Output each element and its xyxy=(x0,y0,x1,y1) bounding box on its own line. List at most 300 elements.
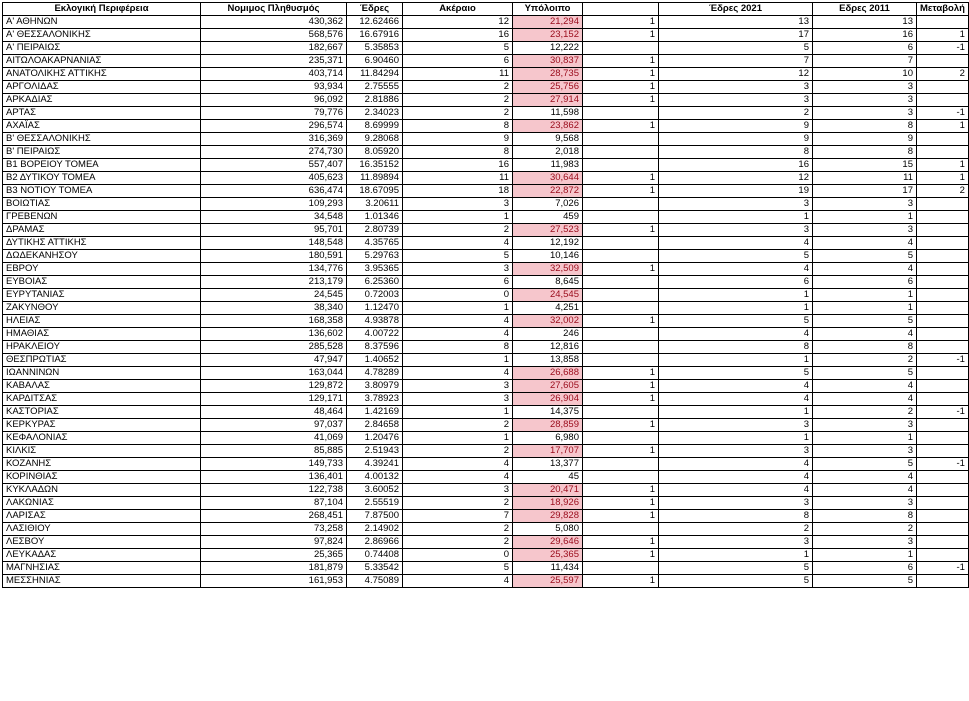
seats-cell[interactable]: 3.95365 xyxy=(347,263,403,276)
remainder-cell[interactable]: 11,598 xyxy=(513,107,583,120)
extra-seat-cell[interactable]: 1 xyxy=(583,575,659,588)
population-cell[interactable]: 41,069 xyxy=(201,432,347,445)
seats-2011-cell[interactable]: 16 xyxy=(813,29,917,42)
seats-2011-cell[interactable]: 1 xyxy=(813,211,917,224)
integer-cell[interactable]: 8 xyxy=(403,341,513,354)
seats-cell[interactable]: 0.74408 xyxy=(347,549,403,562)
population-cell[interactable]: 25,365 xyxy=(201,549,347,562)
extra-seat-cell[interactable]: 1 xyxy=(583,263,659,276)
region-cell[interactable]: ΑΡΓΟΛΙΔΑΣ xyxy=(3,81,201,94)
integer-cell[interactable]: 18 xyxy=(403,185,513,198)
seats-2011-cell[interactable]: 6 xyxy=(813,42,917,55)
seats-2011-cell[interactable]: 10 xyxy=(813,68,917,81)
seats-cell[interactable]: 16.35152 xyxy=(347,159,403,172)
seats-2021-cell[interactable]: 1 xyxy=(659,302,813,315)
header-remainder[interactable]: Υπόλοιπο xyxy=(513,3,583,16)
change-cell[interactable] xyxy=(917,497,969,510)
population-cell[interactable]: 122,738 xyxy=(201,484,347,497)
extra-seat-cell[interactable] xyxy=(583,250,659,263)
integer-cell[interactable]: 2 xyxy=(403,107,513,120)
extra-seat-cell[interactable]: 1 xyxy=(583,510,659,523)
change-cell[interactable]: 2 xyxy=(917,68,969,81)
population-cell[interactable]: 213,179 xyxy=(201,276,347,289)
seats-2011-cell[interactable]: 6 xyxy=(813,276,917,289)
population-cell[interactable]: 180,591 xyxy=(201,250,347,263)
integer-cell[interactable]: 3 xyxy=(403,263,513,276)
integer-cell[interactable]: 2 xyxy=(403,523,513,536)
integer-cell[interactable]: 8 xyxy=(403,120,513,133)
integer-cell[interactable]: 2 xyxy=(403,445,513,458)
population-cell[interactable]: 38,340 xyxy=(201,302,347,315)
seats-cell[interactable]: 11.84294 xyxy=(347,68,403,81)
population-cell[interactable]: 430,362 xyxy=(201,16,347,29)
population-cell[interactable]: 403,714 xyxy=(201,68,347,81)
change-cell[interactable] xyxy=(917,315,969,328)
extra-seat-cell[interactable]: 1 xyxy=(583,380,659,393)
region-cell[interactable]: ΛΑΚΩΝΙΑΣ xyxy=(3,497,201,510)
remainder-cell[interactable]: 25,756 xyxy=(513,81,583,94)
population-cell[interactable]: 568,576 xyxy=(201,29,347,42)
seats-2011-cell[interactable]: 2 xyxy=(813,523,917,536)
population-cell[interactable]: 85,885 xyxy=(201,445,347,458)
seats-2021-cell[interactable]: 4 xyxy=(659,328,813,341)
change-cell[interactable] xyxy=(917,328,969,341)
seats-2021-cell[interactable]: 1 xyxy=(659,289,813,302)
remainder-cell[interactable]: 13,858 xyxy=(513,354,583,367)
seats-2011-cell[interactable]: 4 xyxy=(813,380,917,393)
change-cell[interactable] xyxy=(917,549,969,562)
remainder-cell[interactable]: 11,983 xyxy=(513,159,583,172)
integer-cell[interactable]: 2 xyxy=(403,81,513,94)
seats-2021-cell[interactable]: 5 xyxy=(659,367,813,380)
extra-seat-cell[interactable] xyxy=(583,523,659,536)
remainder-cell[interactable]: 21,294 xyxy=(513,16,583,29)
extra-seat-cell[interactable]: 1 xyxy=(583,94,659,107)
region-cell[interactable]: ΘΕΣΠΡΩΤΙΑΣ xyxy=(3,354,201,367)
integer-cell[interactable]: 2 xyxy=(403,419,513,432)
seats-cell[interactable]: 4.39241 xyxy=(347,458,403,471)
seats-2021-cell[interactable]: 13 xyxy=(659,16,813,29)
header-seats-2011[interactable]: Εδρες 2011 xyxy=(813,3,917,16)
remainder-cell[interactable]: 8,645 xyxy=(513,276,583,289)
seats-2021-cell[interactable]: 5 xyxy=(659,250,813,263)
change-cell[interactable]: 1 xyxy=(917,120,969,133)
seats-cell[interactable]: 8.69999 xyxy=(347,120,403,133)
region-cell[interactable]: ΚΕΦΑΛΟΝΙΑΣ xyxy=(3,432,201,445)
seats-2021-cell[interactable]: 2 xyxy=(659,523,813,536)
region-cell[interactable]: ΙΩΑΝΝΙΝΩΝ xyxy=(3,367,201,380)
change-cell[interactable] xyxy=(917,419,969,432)
extra-seat-cell[interactable]: 1 xyxy=(583,120,659,133)
seats-2021-cell[interactable]: 1 xyxy=(659,549,813,562)
extra-seat-cell[interactable]: 1 xyxy=(583,81,659,94)
change-cell[interactable] xyxy=(917,250,969,263)
header-seats[interactable]: Έδρες xyxy=(347,3,403,16)
seats-2011-cell[interactable]: 5 xyxy=(813,458,917,471)
seats-cell[interactable]: 16.67916 xyxy=(347,29,403,42)
seats-2021-cell[interactable]: 8 xyxy=(659,341,813,354)
remainder-cell[interactable]: 27,914 xyxy=(513,94,583,107)
extra-seat-cell[interactable]: 1 xyxy=(583,419,659,432)
header-seats-2021[interactable]: Έδρες 2021 xyxy=(659,3,813,16)
remainder-cell[interactable]: 32,509 xyxy=(513,263,583,276)
seats-2021-cell[interactable]: 9 xyxy=(659,133,813,146)
seats-2021-cell[interactable]: 5 xyxy=(659,42,813,55)
seats-2011-cell[interactable]: 4 xyxy=(813,484,917,497)
population-cell[interactable]: 235,371 xyxy=(201,55,347,68)
region-cell[interactable]: ΛΑΡΙΣΑΣ xyxy=(3,510,201,523)
remainder-cell[interactable]: 30,837 xyxy=(513,55,583,68)
seats-2021-cell[interactable]: 8 xyxy=(659,146,813,159)
region-cell[interactable]: ΑΙΤΩΛΟΑΚΑΡΝΑΝΙΑΣ xyxy=(3,55,201,68)
remainder-cell[interactable]: 20,471 xyxy=(513,484,583,497)
extra-seat-cell[interactable]: 1 xyxy=(583,536,659,549)
region-cell[interactable]: ΗΜΑΘΙΑΣ xyxy=(3,328,201,341)
change-cell[interactable] xyxy=(917,393,969,406)
remainder-cell[interactable]: 2,018 xyxy=(513,146,583,159)
remainder-cell[interactable]: 27,523 xyxy=(513,224,583,237)
seats-2011-cell[interactable]: 13 xyxy=(813,16,917,29)
extra-seat-cell[interactable]: 1 xyxy=(583,16,659,29)
change-cell[interactable]: 1 xyxy=(917,159,969,172)
population-cell[interactable]: 96,092 xyxy=(201,94,347,107)
population-cell[interactable]: 285,528 xyxy=(201,341,347,354)
population-cell[interactable]: 129,171 xyxy=(201,393,347,406)
change-cell[interactable] xyxy=(917,55,969,68)
seats-cell[interactable]: 2.84658 xyxy=(347,419,403,432)
seats-cell[interactable]: 1.40652 xyxy=(347,354,403,367)
region-cell[interactable]: ΔΡΑΜΑΣ xyxy=(3,224,201,237)
integer-cell[interactable]: 0 xyxy=(403,549,513,562)
change-cell[interactable] xyxy=(917,289,969,302)
seats-2011-cell[interactable]: 5 xyxy=(813,575,917,588)
region-cell[interactable]: ΔΩΔΕΚΑΝΗΣΟΥ xyxy=(3,250,201,263)
change-cell[interactable]: 2 xyxy=(917,185,969,198)
seats-2021-cell[interactable]: 1 xyxy=(659,432,813,445)
seats-cell[interactable]: 1.42169 xyxy=(347,406,403,419)
seats-2011-cell[interactable]: 15 xyxy=(813,159,917,172)
region-cell[interactable]: ΜΑΓΝΗΣΙΑΣ xyxy=(3,562,201,575)
region-cell[interactable]: ΛΑΣΙΘΙΟΥ xyxy=(3,523,201,536)
integer-cell[interactable]: 16 xyxy=(403,29,513,42)
region-cell[interactable]: Β2 ΔΥΤΙΚΟΥ ΤΟΜΕΑ xyxy=(3,172,201,185)
population-cell[interactable]: 163,044 xyxy=(201,367,347,380)
seats-2011-cell[interactable]: 8 xyxy=(813,120,917,133)
extra-seat-cell[interactable] xyxy=(583,432,659,445)
extra-seat-cell[interactable]: 1 xyxy=(583,68,659,81)
extra-seat-cell[interactable]: 1 xyxy=(583,315,659,328)
change-cell[interactable] xyxy=(917,263,969,276)
population-cell[interactable]: 182,667 xyxy=(201,42,347,55)
seats-2011-cell[interactable]: 3 xyxy=(813,536,917,549)
header-extra-seat[interactable] xyxy=(583,3,659,16)
population-cell[interactable]: 296,574 xyxy=(201,120,347,133)
change-cell[interactable] xyxy=(917,146,969,159)
seats-cell[interactable]: 6.90460 xyxy=(347,55,403,68)
seats-2021-cell[interactable]: 3 xyxy=(659,224,813,237)
remainder-cell[interactable]: 25,365 xyxy=(513,549,583,562)
remainder-cell[interactable]: 28,859 xyxy=(513,419,583,432)
integer-cell[interactable]: 3 xyxy=(403,198,513,211)
remainder-cell[interactable]: 12,192 xyxy=(513,237,583,250)
seats-cell[interactable]: 8.05920 xyxy=(347,146,403,159)
seats-2021-cell[interactable]: 4 xyxy=(659,471,813,484)
remainder-cell[interactable]: 17,707 xyxy=(513,445,583,458)
extra-seat-cell[interactable]: 1 xyxy=(583,367,659,380)
extra-seat-cell[interactable] xyxy=(583,107,659,120)
integer-cell[interactable]: 1 xyxy=(403,354,513,367)
change-cell[interactable] xyxy=(917,133,969,146)
seats-cell[interactable]: 12.62466 xyxy=(347,16,403,29)
region-cell[interactable]: ΕΥΒΟΙΑΣ xyxy=(3,276,201,289)
change-cell[interactable] xyxy=(917,302,969,315)
population-cell[interactable]: 149,733 xyxy=(201,458,347,471)
seats-cell[interactable]: 3.80979 xyxy=(347,380,403,393)
seats-2021-cell[interactable]: 1 xyxy=(659,354,813,367)
population-cell[interactable]: 181,879 xyxy=(201,562,347,575)
population-cell[interactable]: 47,947 xyxy=(201,354,347,367)
seats-2021-cell[interactable]: 1 xyxy=(659,211,813,224)
remainder-cell[interactable]: 32,002 xyxy=(513,315,583,328)
seats-2011-cell[interactable]: 5 xyxy=(813,315,917,328)
seats-2011-cell[interactable]: 3 xyxy=(813,198,917,211)
seats-cell[interactable]: 6.25360 xyxy=(347,276,403,289)
seats-cell[interactable]: 7.87500 xyxy=(347,510,403,523)
seats-cell[interactable]: 4.00132 xyxy=(347,471,403,484)
population-cell[interactable]: 97,037 xyxy=(201,419,347,432)
extra-seat-cell[interactable] xyxy=(583,42,659,55)
remainder-cell[interactable]: 45 xyxy=(513,471,583,484)
integer-cell[interactable]: 4 xyxy=(403,575,513,588)
seats-cell[interactable]: 5.29763 xyxy=(347,250,403,263)
integer-cell[interactable]: 11 xyxy=(403,172,513,185)
extra-seat-cell[interactable] xyxy=(583,341,659,354)
change-cell[interactable]: -1 xyxy=(917,406,969,419)
population-cell[interactable]: 24,545 xyxy=(201,289,347,302)
integer-cell[interactable]: 1 xyxy=(403,302,513,315)
seats-2011-cell[interactable]: 4 xyxy=(813,237,917,250)
region-cell[interactable]: ΑΡΤΑΣ xyxy=(3,107,201,120)
extra-seat-cell[interactable]: 1 xyxy=(583,393,659,406)
seats-cell[interactable]: 8.37596 xyxy=(347,341,403,354)
change-cell[interactable]: -1 xyxy=(917,354,969,367)
region-cell[interactable]: ΛΕΥΚΑΔΑΣ xyxy=(3,549,201,562)
integer-cell[interactable]: 6 xyxy=(403,276,513,289)
extra-seat-cell[interactable]: 1 xyxy=(583,445,659,458)
extra-seat-cell[interactable] xyxy=(583,133,659,146)
seats-2021-cell[interactable]: 9 xyxy=(659,120,813,133)
change-cell[interactable] xyxy=(917,536,969,549)
region-cell[interactable]: ΕΒΡΟΥ xyxy=(3,263,201,276)
seats-2021-cell[interactable]: 7 xyxy=(659,55,813,68)
integer-cell[interactable]: 4 xyxy=(403,315,513,328)
region-cell[interactable]: ΚΕΡΚΥΡΑΣ xyxy=(3,419,201,432)
seats-cell[interactable]: 2.34023 xyxy=(347,107,403,120)
population-cell[interactable]: 268,451 xyxy=(201,510,347,523)
seats-2011-cell[interactable]: 2 xyxy=(813,354,917,367)
integer-cell[interactable]: 4 xyxy=(403,471,513,484)
seats-2011-cell[interactable]: 8 xyxy=(813,146,917,159)
integer-cell[interactable]: 1 xyxy=(403,211,513,224)
remainder-cell[interactable]: 29,828 xyxy=(513,510,583,523)
population-cell[interactable]: 274,730 xyxy=(201,146,347,159)
population-cell[interactable]: 136,602 xyxy=(201,328,347,341)
seats-2021-cell[interactable]: 19 xyxy=(659,185,813,198)
region-cell[interactable]: Β3 ΝΟΤΙΟΥ ΤΟΜΕΑ xyxy=(3,185,201,198)
region-cell[interactable]: Β' ΠΕΙΡΑΙΩΣ xyxy=(3,146,201,159)
seats-cell[interactable]: 2.14902 xyxy=(347,523,403,536)
seats-2011-cell[interactable]: 5 xyxy=(813,250,917,263)
seats-2011-cell[interactable]: 7 xyxy=(813,55,917,68)
population-cell[interactable]: 148,548 xyxy=(201,237,347,250)
seats-2011-cell[interactable]: 3 xyxy=(813,94,917,107)
integer-cell[interactable]: 2 xyxy=(403,94,513,107)
remainder-cell[interactable]: 22,872 xyxy=(513,185,583,198)
extra-seat-cell[interactable] xyxy=(583,562,659,575)
seats-cell[interactable]: 5.35853 xyxy=(347,42,403,55)
seats-2021-cell[interactable]: 4 xyxy=(659,484,813,497)
region-cell[interactable]: ΚΟΡΙΝΘΙΑΣ xyxy=(3,471,201,484)
extra-seat-cell[interactable] xyxy=(583,458,659,471)
header-population[interactable]: Νομιμος Πληθυσμός xyxy=(201,3,347,16)
extra-seat-cell[interactable] xyxy=(583,328,659,341)
change-cell[interactable] xyxy=(917,16,969,29)
integer-cell[interactable]: 8 xyxy=(403,146,513,159)
change-cell[interactable]: 1 xyxy=(917,172,969,185)
integer-cell[interactable]: 2 xyxy=(403,497,513,510)
remainder-cell[interactable]: 4,251 xyxy=(513,302,583,315)
remainder-cell[interactable]: 459 xyxy=(513,211,583,224)
seats-2011-cell[interactable]: 11 xyxy=(813,172,917,185)
change-cell[interactable] xyxy=(917,484,969,497)
remainder-cell[interactable]: 29,646 xyxy=(513,536,583,549)
seats-cell[interactable]: 11.89894 xyxy=(347,172,403,185)
remainder-cell[interactable]: 25,597 xyxy=(513,575,583,588)
seats-cell[interactable]: 1.12470 xyxy=(347,302,403,315)
change-cell[interactable] xyxy=(917,211,969,224)
integer-cell[interactable]: 3 xyxy=(403,380,513,393)
remainder-cell[interactable]: 18,926 xyxy=(513,497,583,510)
seats-cell[interactable]: 2.81886 xyxy=(347,94,403,107)
seats-cell[interactable]: 2.86966 xyxy=(347,536,403,549)
population-cell[interactable]: 557,407 xyxy=(201,159,347,172)
integer-cell[interactable]: 11 xyxy=(403,68,513,81)
change-cell[interactable] xyxy=(917,367,969,380)
remainder-cell[interactable]: 246 xyxy=(513,328,583,341)
remainder-cell[interactable]: 23,862 xyxy=(513,120,583,133)
region-cell[interactable]: ΔΥΤΙΚΗΣ ΑΤΤΙΚΗΣ xyxy=(3,237,201,250)
integer-cell[interactable]: 5 xyxy=(403,562,513,575)
integer-cell[interactable]: 6 xyxy=(403,55,513,68)
seats-2021-cell[interactable]: 4 xyxy=(659,263,813,276)
remainder-cell[interactable]: 6,980 xyxy=(513,432,583,445)
extra-seat-cell[interactable]: 1 xyxy=(583,185,659,198)
seats-2021-cell[interactable]: 5 xyxy=(659,315,813,328)
remainder-cell[interactable]: 30,644 xyxy=(513,172,583,185)
change-cell[interactable]: 1 xyxy=(917,29,969,42)
seats-2011-cell[interactable]: 4 xyxy=(813,393,917,406)
change-cell[interactable] xyxy=(917,380,969,393)
extra-seat-cell[interactable] xyxy=(583,276,659,289)
seats-2021-cell[interactable]: 4 xyxy=(659,380,813,393)
region-cell[interactable]: ΖΑΚΥΝΘΟΥ xyxy=(3,302,201,315)
extra-seat-cell[interactable]: 1 xyxy=(583,549,659,562)
extra-seat-cell[interactable] xyxy=(583,146,659,159)
population-cell[interactable]: 34,548 xyxy=(201,211,347,224)
seats-2011-cell[interactable]: 3 xyxy=(813,107,917,120)
seats-cell[interactable]: 4.78289 xyxy=(347,367,403,380)
extra-seat-cell[interactable]: 1 xyxy=(583,497,659,510)
remainder-cell[interactable]: 5,080 xyxy=(513,523,583,536)
population-cell[interactable]: 95,701 xyxy=(201,224,347,237)
region-cell[interactable]: ΓΡΕΒΕΝΩΝ xyxy=(3,211,201,224)
seats-2021-cell[interactable]: 4 xyxy=(659,237,813,250)
extra-seat-cell[interactable] xyxy=(583,289,659,302)
population-cell[interactable]: 161,953 xyxy=(201,575,347,588)
remainder-cell[interactable]: 26,904 xyxy=(513,393,583,406)
seats-2021-cell[interactable]: 4 xyxy=(659,458,813,471)
seats-2011-cell[interactable]: 9 xyxy=(813,133,917,146)
extra-seat-cell[interactable]: 1 xyxy=(583,224,659,237)
region-cell[interactable]: ΕΥΡΥΤΑΝΙΑΣ xyxy=(3,289,201,302)
extra-seat-cell[interactable] xyxy=(583,159,659,172)
seats-2011-cell[interactable]: 3 xyxy=(813,419,917,432)
seats-2011-cell[interactable]: 4 xyxy=(813,471,917,484)
region-cell[interactable]: ΜΕΣΣΗΝΙΑΣ xyxy=(3,575,201,588)
seats-2021-cell[interactable]: 1 xyxy=(659,406,813,419)
seats-2021-cell[interactable]: 3 xyxy=(659,445,813,458)
population-cell[interactable]: 109,293 xyxy=(201,198,347,211)
population-cell[interactable]: 129,872 xyxy=(201,380,347,393)
remainder-cell[interactable]: 10,146 xyxy=(513,250,583,263)
population-cell[interactable]: 87,104 xyxy=(201,497,347,510)
change-cell[interactable] xyxy=(917,198,969,211)
seats-2011-cell[interactable]: 3 xyxy=(813,224,917,237)
seats-cell[interactable]: 18.67095 xyxy=(347,185,403,198)
region-cell[interactable]: ΑΡΚΑΔΙΑΣ xyxy=(3,94,201,107)
seats-2011-cell[interactable]: 1 xyxy=(813,302,917,315)
seats-2021-cell[interactable]: 3 xyxy=(659,536,813,549)
change-cell[interactable] xyxy=(917,471,969,484)
integer-cell[interactable]: 2 xyxy=(403,536,513,549)
integer-cell[interactable]: 1 xyxy=(403,406,513,419)
integer-cell[interactable]: 16 xyxy=(403,159,513,172)
seats-cell[interactable]: 9.28068 xyxy=(347,133,403,146)
population-cell[interactable]: 316,369 xyxy=(201,133,347,146)
population-cell[interactable]: 93,934 xyxy=(201,81,347,94)
seats-cell[interactable]: 1.01346 xyxy=(347,211,403,224)
change-cell[interactable]: -1 xyxy=(917,458,969,471)
remainder-cell[interactable]: 23,152 xyxy=(513,29,583,42)
seats-cell[interactable]: 4.93878 xyxy=(347,315,403,328)
extra-seat-cell[interactable] xyxy=(583,198,659,211)
seats-cell[interactable]: 5.33542 xyxy=(347,562,403,575)
change-cell[interactable] xyxy=(917,575,969,588)
extra-seat-cell[interactable] xyxy=(583,302,659,315)
change-cell[interactable] xyxy=(917,276,969,289)
integer-cell[interactable]: 0 xyxy=(403,289,513,302)
integer-cell[interactable]: 4 xyxy=(403,367,513,380)
change-cell[interactable] xyxy=(917,237,969,250)
seats-2011-cell[interactable]: 3 xyxy=(813,497,917,510)
seats-2021-cell[interactable]: 17 xyxy=(659,29,813,42)
seats-2011-cell[interactable]: 17 xyxy=(813,185,917,198)
header-region[interactable]: Εκλογική Περιφέρεια xyxy=(3,3,201,16)
extra-seat-cell[interactable] xyxy=(583,406,659,419)
seats-cell[interactable]: 2.75555 xyxy=(347,81,403,94)
integer-cell[interactable]: 4 xyxy=(403,237,513,250)
seats-2011-cell[interactable]: 8 xyxy=(813,510,917,523)
